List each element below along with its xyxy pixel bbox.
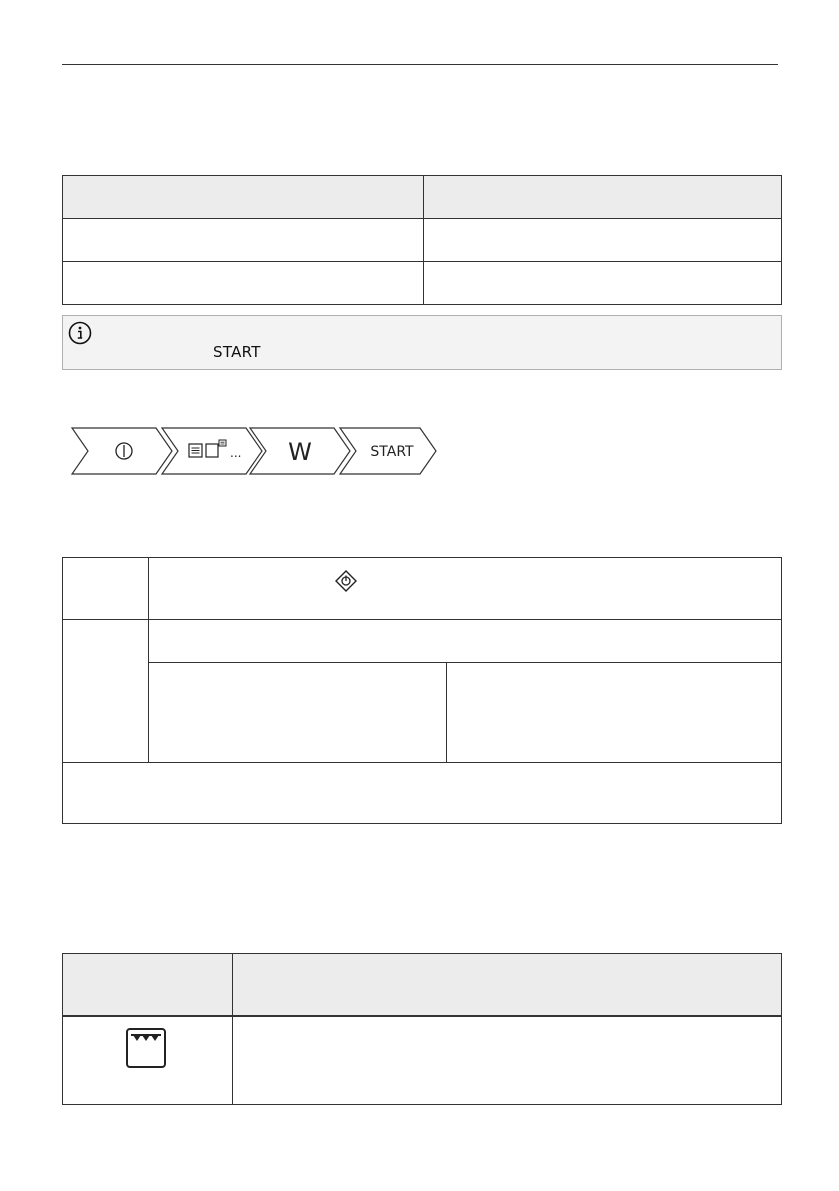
flow-step-start-label: START	[370, 444, 414, 460]
flow-step-power	[72, 428, 172, 474]
table-row-divider	[63, 619, 781, 620]
table-column-divider	[423, 176, 424, 304]
table-row-divider	[148, 662, 782, 663]
table-header-row	[63, 954, 781, 1015]
table-column-divider	[232, 954, 233, 1104]
table-row-divider	[63, 261, 781, 262]
header-rule	[62, 64, 778, 65]
table-header-row	[63, 176, 781, 218]
info-note	[62, 315, 782, 370]
flow-step-functions	[162, 428, 262, 474]
start-icon	[334, 569, 358, 593]
settings-table-1	[62, 175, 782, 305]
flow-step-w-label: W	[288, 438, 312, 466]
info-icon	[68, 321, 92, 345]
settings-table-2	[62, 557, 782, 824]
note-start-label: START	[213, 343, 261, 361]
oven-top-heat-icon	[125, 1027, 167, 1069]
table-row-divider	[63, 762, 781, 763]
table-row-divider	[63, 218, 781, 219]
table-column-divider	[148, 558, 149, 762]
flow-step-w	[250, 428, 350, 474]
table-column-divider	[446, 662, 447, 762]
flow-step-start	[340, 428, 436, 474]
flow-step-ellipsis: ...	[230, 446, 242, 460]
settings-table-3	[62, 953, 782, 1105]
operation-flow	[70, 426, 440, 476]
table-row-divider	[63, 1015, 781, 1017]
